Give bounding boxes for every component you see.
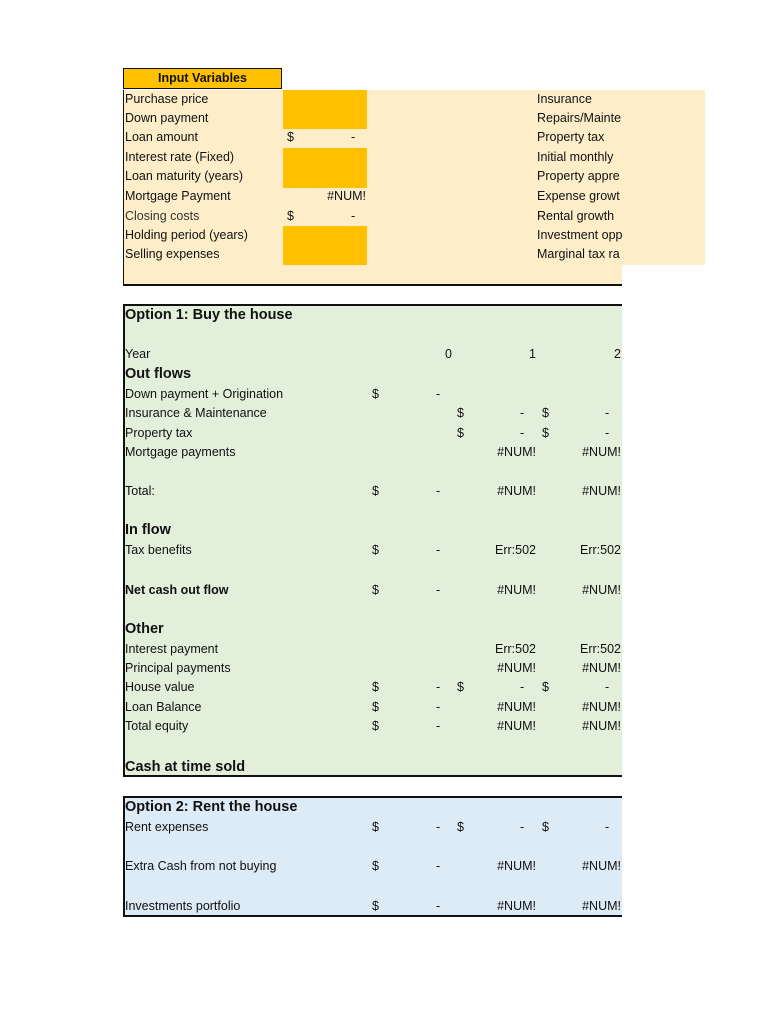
selling-expenses-label: Selling expenses [125,247,220,261]
property-tax-input-label: Property tax [537,130,605,144]
interest-payment-y1: Err:502 [495,642,536,656]
extra-cash-label: Extra Cash from not buying [125,859,277,873]
option2-title: Option 2: Rent the house [125,799,298,815]
house-value-currency-y2: $ [542,680,549,694]
purchase-price-label: Purchase price [125,92,209,106]
insurance-y2: - [605,406,610,420]
total-equity-y2: #NUM! [582,719,621,733]
down-payment-input[interactable] [283,109,367,129]
total-equity-y1: #NUM! [497,719,536,733]
house-value-currency: $ [372,680,379,694]
out-flows-heading: Out flows [125,366,192,382]
cash-at-time-sold-heading: Cash at time sold [125,759,246,775]
expense-growth-label: Expense growt [537,189,620,203]
net-cash-out-flow-label: Net cash out flow [125,583,229,597]
insurance-label: Insurance [537,92,592,106]
down-payment-label: Down payment [125,111,209,125]
tax-benefits-y2: Err:502 [580,543,621,557]
loan-balance-label: Loan Balance [125,700,202,714]
interest-payment-label: Interest payment [125,642,219,656]
property-tax-y2: - [605,426,610,440]
initial-monthly-label: Initial monthly [537,150,614,164]
closing-costs-value: - [351,209,356,223]
house-value-y2: - [605,680,610,694]
rent-y0: - [436,820,441,834]
purchase-price-input[interactable] [283,90,367,109]
closing-costs-currency: $ [287,209,294,223]
rent-currency-y2: $ [542,820,549,834]
mortgage-payments-y2: #NUM! [582,445,621,459]
input-variables-title: Input Variables [158,71,247,85]
house-value-y1: - [520,680,525,694]
property-appreciation-label: Property appre [537,169,620,183]
net-cash-y2: #NUM! [582,583,621,597]
principal-payments-y2: #NUM! [582,661,621,675]
year-0: 0 [445,347,452,361]
house-value-currency-y1: $ [457,680,464,694]
input-variables-header [123,68,282,89]
extra-cash-y0: - [436,859,441,873]
option1-title: Option 1: Buy the house [125,307,293,323]
selling-expenses-input[interactable] [283,246,367,265]
mortgage-payments-y1: #NUM! [497,445,536,459]
extra-cash-y2: #NUM! [582,859,621,873]
year-2: 2 [614,347,621,361]
property-tax-y1: - [520,426,525,440]
net-cash-currency: $ [372,583,379,597]
interest-rate-input[interactable] [283,148,367,168]
insurance-currency-y1: $ [457,406,464,420]
tax-benefits-currency: $ [372,543,379,557]
loan-amount-currency: $ [287,130,294,144]
total-equity-label: Total equity [125,719,189,733]
extra-cash-y1: #NUM! [497,859,536,873]
property-tax-currency-y2: $ [542,426,549,440]
mortgage-payments-label: Mortgage payments [125,445,236,459]
extra-cash-currency: $ [372,859,379,873]
down-payment-origination-label: Down payment + Origination [125,387,284,401]
loan-balance-y1: #NUM! [497,700,536,714]
rent-y2: - [605,820,610,834]
principal-payments-y1: #NUM! [497,661,536,675]
interest-rate-label: Interest rate (Fixed) [125,150,235,164]
total-label: Total: [125,484,155,498]
net-cash-y1: #NUM! [497,583,536,597]
input-section-bottom-border [123,284,622,286]
total-y0: - [436,484,441,498]
rent-currency-y1: $ [457,820,464,834]
rent-currency: $ [372,820,379,834]
closing-costs-label: Closing costs [125,209,200,223]
input-section-left-border [123,90,124,286]
principal-payments-label: Principal payments [125,661,231,675]
loan-balance-y0: - [436,700,441,714]
holding-period-input[interactable] [283,226,367,246]
interest-payment-y2: Err:502 [580,642,621,656]
total-equity-currency: $ [372,719,379,733]
other-heading: Other [125,621,164,637]
input-variables-section-right [622,90,705,265]
in-flow-heading: In flow [125,522,171,538]
tax-benefits-y1: Err:502 [495,543,536,557]
tax-benefits-label: Tax benefits [125,543,192,557]
rent-expenses-label: Rent expenses [125,820,209,834]
net-cash-y0: - [436,583,441,597]
down-payment-y0: - [436,387,441,401]
total-y1: #NUM! [497,484,536,498]
mortgage-payment-value: #NUM! [327,189,366,203]
right-labels-clip [537,90,622,265]
marginal-tax-rate-label: Marginal tax ra [537,247,620,261]
loan-balance-y2: #NUM! [582,700,621,714]
investments-y1: #NUM! [497,899,536,913]
total-currency: $ [372,484,379,498]
loan-maturity-label: Loan maturity (years) [125,169,244,183]
holding-period-label: Holding period (years) [125,228,248,242]
insurance-y1: - [520,406,525,420]
investments-currency: $ [372,899,379,913]
insurance-currency-y2: $ [542,406,549,420]
investments-y0: - [436,899,441,913]
insurance-maintenance-label: Insurance & Maintenance [125,406,267,420]
tax-benefits-y0: - [436,543,441,557]
loan-maturity-input[interactable] [283,168,367,188]
down-payment-currency: $ [372,387,379,401]
property-tax-label: Property tax [125,426,193,440]
investments-y2: #NUM! [582,899,621,913]
loan-amount-label: Loan amount [125,130,198,144]
loan-amount-value: - [351,130,356,144]
total-equity-y0: - [436,719,441,733]
mortgage-payment-label: Mortgage Payment [125,189,231,203]
investments-portfolio-label: Investments portfolio [125,899,241,913]
year-1: 1 [529,347,536,361]
loan-balance-currency: $ [372,700,379,714]
investment-opportunity-label: Investment opp [537,228,622,242]
house-value-y0: - [436,680,441,694]
house-value-label: House value [125,680,195,694]
property-tax-currency-y1: $ [457,426,464,440]
total-y2: #NUM! [582,484,621,498]
year-label: Year [125,347,151,361]
rental-growth-label: Rental growth [537,209,615,223]
repairs-label: Repairs/Mainte [537,111,622,125]
rent-y1: - [520,820,525,834]
